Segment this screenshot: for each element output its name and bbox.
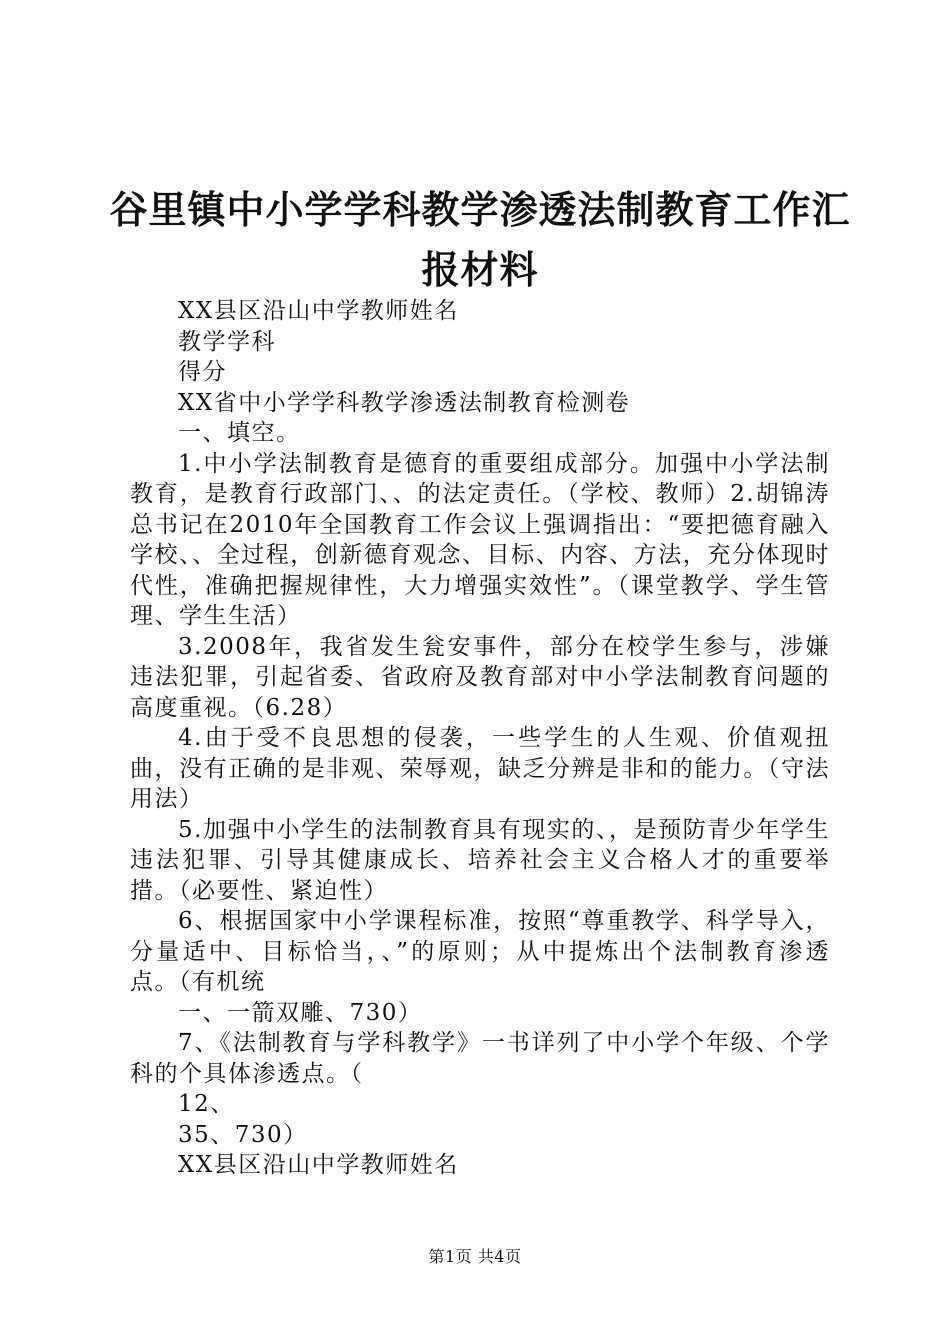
paragraph-question-7: 7、《法制教育与学科教学》一书详列了中小学个年级、个学科的个具体渗透点。（	[130, 1030, 830, 1087]
paragraph-school-teacher: XX县区沿山中学教师姓名	[178, 298, 459, 324]
paragraph-subject: 教学学科	[178, 328, 276, 355]
paragraph-question-3: 3.2008年，我省发生瓮安事件，部分在校学生参与，涉嫌违法犯罪，引起省委、省政府及教育部对中小学法制教育问题的高度重视。（6.28）	[130, 633, 830, 721]
paragraph-question-7-cont-2: 35、730）	[178, 1121, 308, 1148]
paragraph-school-teacher-repeat: XX县区沿山中学教师姓名	[178, 1152, 459, 1178]
paragraph-question-4: 4.由于受不良思想的侵袭，一些学生的人生观、价值观扭曲，没有正确的是非观、荣辱观，缺乏分辨是非和的能力。（守法用法）	[130, 725, 830, 812]
paragraph-question-1-2: 1.中小学法制教育是德育的重要组成部分。加强中小学法制教育，是教育行政部门、、的法定责任。（学校、教师）2.胡锦涛总书记在2010年全国教育工作会议上强调指出：“要把德育融入学校、、全过程，创新德育观念、目标、内容、方法，充分体现时代性，准确把握规律性，大力增强实效性”。（课堂教学、学生管理、学生生活）	[130, 450, 830, 629]
paragraph-question-7-cont-1: 12、	[178, 1091, 235, 1117]
document-title: 谷里镇中小学学科教学渗透法制教育工作汇报材料	[109, 187, 851, 292]
paragraph-exam-title: XX省中小学学科教学渗透法制教育检测卷	[178, 389, 631, 416]
paragraph-section-heading: 一、填空。	[178, 420, 301, 446]
paragraph-question-6-cont: 一、一箭双雕、730）	[178, 999, 423, 1026]
page-number-footer: 第1页 共4页	[428, 1247, 522, 1266]
paragraph-question-5: 5.加强中小学生的法制教育具有现实的、，是预防青少年学生违法犯罪、引导其健康成长、培养社会主义合格人才的重要举措。（必要性、紧迫性）	[130, 816, 830, 904]
document-body	[130, 296, 830, 1181]
paragraph-score: 得分	[178, 359, 227, 385]
paragraph-question-6: 6、根据国家中小学课程标准，按照“尊重教学、科学导入，分量适中、目标恰当，、”的原则；从中提炼出个法制教育渗透点。（有机统	[130, 908, 830, 995]
